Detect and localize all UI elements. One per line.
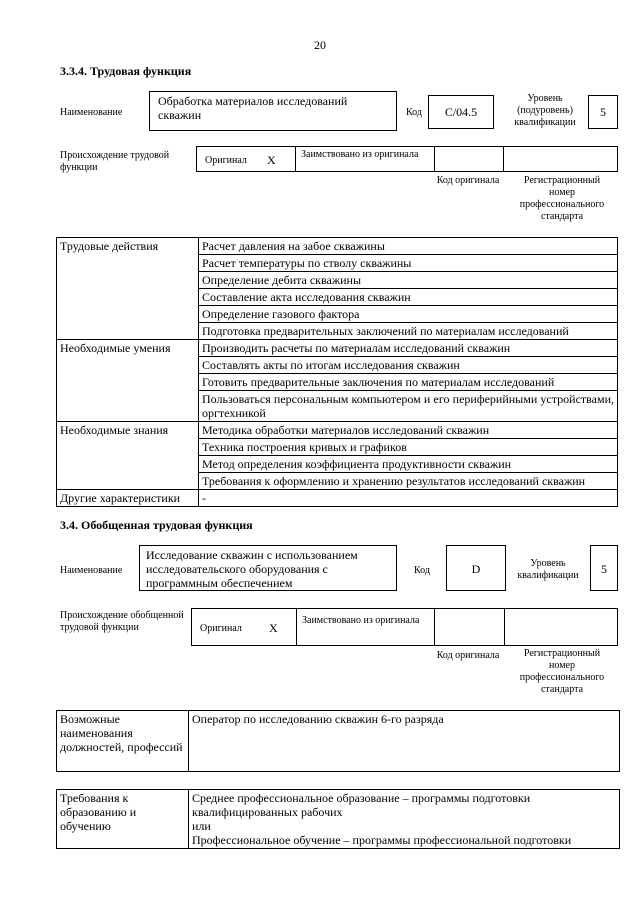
knowledge-label: Необходимые знания: [57, 422, 199, 490]
action-item: Расчет температуры по стволу скважины: [199, 255, 618, 272]
skill-item: Пользоваться персональным компьютером и его периферийными устройствами, оргтехникой: [199, 391, 618, 422]
original-label: Оригинал: [205, 155, 247, 166]
actions-label: Трудовые действия: [57, 238, 199, 340]
education-line: Среднее профессиональное образование – программы подготовки квалифицированных рабочих: [192, 791, 531, 819]
education-line: Профессиональное обучение – программы профессиональной подготовки: [192, 833, 572, 847]
section-heading-34: 3.4. Обобщенная трудовая функция: [60, 518, 253, 532]
action-item: Определение газового фактора: [199, 306, 618, 323]
action-item: Расчет давления на забое скважины: [199, 238, 618, 255]
education-table: [56, 789, 620, 849]
education-line: или: [192, 819, 211, 833]
knowledge-item: Метод определения коэффициента продуктивности скважин: [199, 456, 618, 473]
skill-item: Производить расчеты по материалам исследований скважин: [199, 340, 618, 357]
action-item: Подготовка предварительных заключений по материалам исследований: [199, 323, 618, 340]
function-name-field: Исследование скважин с использованием исследовательского оборудования с программным обеспечением: [139, 545, 397, 591]
positions-label: Возможные наименования должностей, профессий: [57, 711, 189, 772]
original-mark: X: [269, 621, 278, 635]
code-field: C/04.5: [428, 95, 494, 129]
positions-value: Оператор по исследованию скважин 6-го разряда: [189, 711, 620, 772]
orig-code-label: Код оригинала: [436, 175, 500, 186]
other-label: Другие характеристики: [57, 490, 199, 507]
page-number: 20: [314, 38, 326, 52]
other-value: -: [199, 490, 618, 507]
borrowed-label: Заимствовано из оригинала: [302, 615, 420, 626]
work-actions-table: [56, 237, 618, 507]
origin-table: [191, 608, 618, 646]
origin-table: [196, 146, 618, 172]
name-label: Наименование: [60, 565, 123, 576]
original-mark: X: [267, 153, 276, 167]
code-label: Код: [406, 107, 422, 118]
original-label: Оригинал: [200, 623, 242, 634]
divider: [434, 609, 435, 645]
divider: [295, 147, 296, 171]
action-item: Определение дебита скважины: [199, 272, 618, 289]
level-field: 5: [590, 545, 618, 591]
knowledge-item: Техника построения кривых и графиков: [199, 439, 618, 456]
level-field: 5: [588, 95, 618, 129]
knowledge-item: Методика обработки материалов исследований скважин: [199, 422, 618, 439]
reg-number-label: Регистрационный номер профессионального стандарта: [519, 175, 605, 222]
divider: [504, 609, 505, 645]
origin-label: Происхождение обобщенной трудовой функции: [60, 610, 184, 633]
function-name-field: Обработка материалов исследований скважин: [149, 91, 397, 131]
education-label: Требования к образованию и обучению: [57, 790, 189, 849]
code-label: Код: [414, 565, 430, 576]
action-item: Составление акта исследования скважин: [199, 289, 618, 306]
divider: [296, 609, 297, 645]
code-field: D: [446, 545, 506, 591]
positions-table: [56, 710, 620, 772]
borrowed-label: Заимствовано из оригинала: [301, 149, 419, 160]
level-label: Уровень квалификации: [517, 558, 579, 581]
divider: [434, 147, 435, 171]
level-label: Уровень (подуровень) квалификации: [514, 93, 576, 128]
reg-number-label: Регистрационный номер профессионального стандарта: [519, 648, 605, 695]
divider: [503, 147, 504, 171]
skill-item: Готовить предварительные заключения по материалам исследований: [199, 374, 618, 391]
name-label: Наименование: [60, 107, 123, 118]
origin-label: Происхождение трудовой функции: [60, 150, 170, 173]
knowledge-item: Требования к оформлению и хранению результатов исследований скважин: [199, 473, 618, 490]
skills-label: Необходимые умения: [57, 340, 199, 422]
section-heading-334: 3.3.4. Трудовая функция: [60, 64, 192, 78]
orig-code-label: Код оригинала: [436, 650, 500, 661]
skill-item: Составлять акты по итогам исследования скважин: [199, 357, 618, 374]
